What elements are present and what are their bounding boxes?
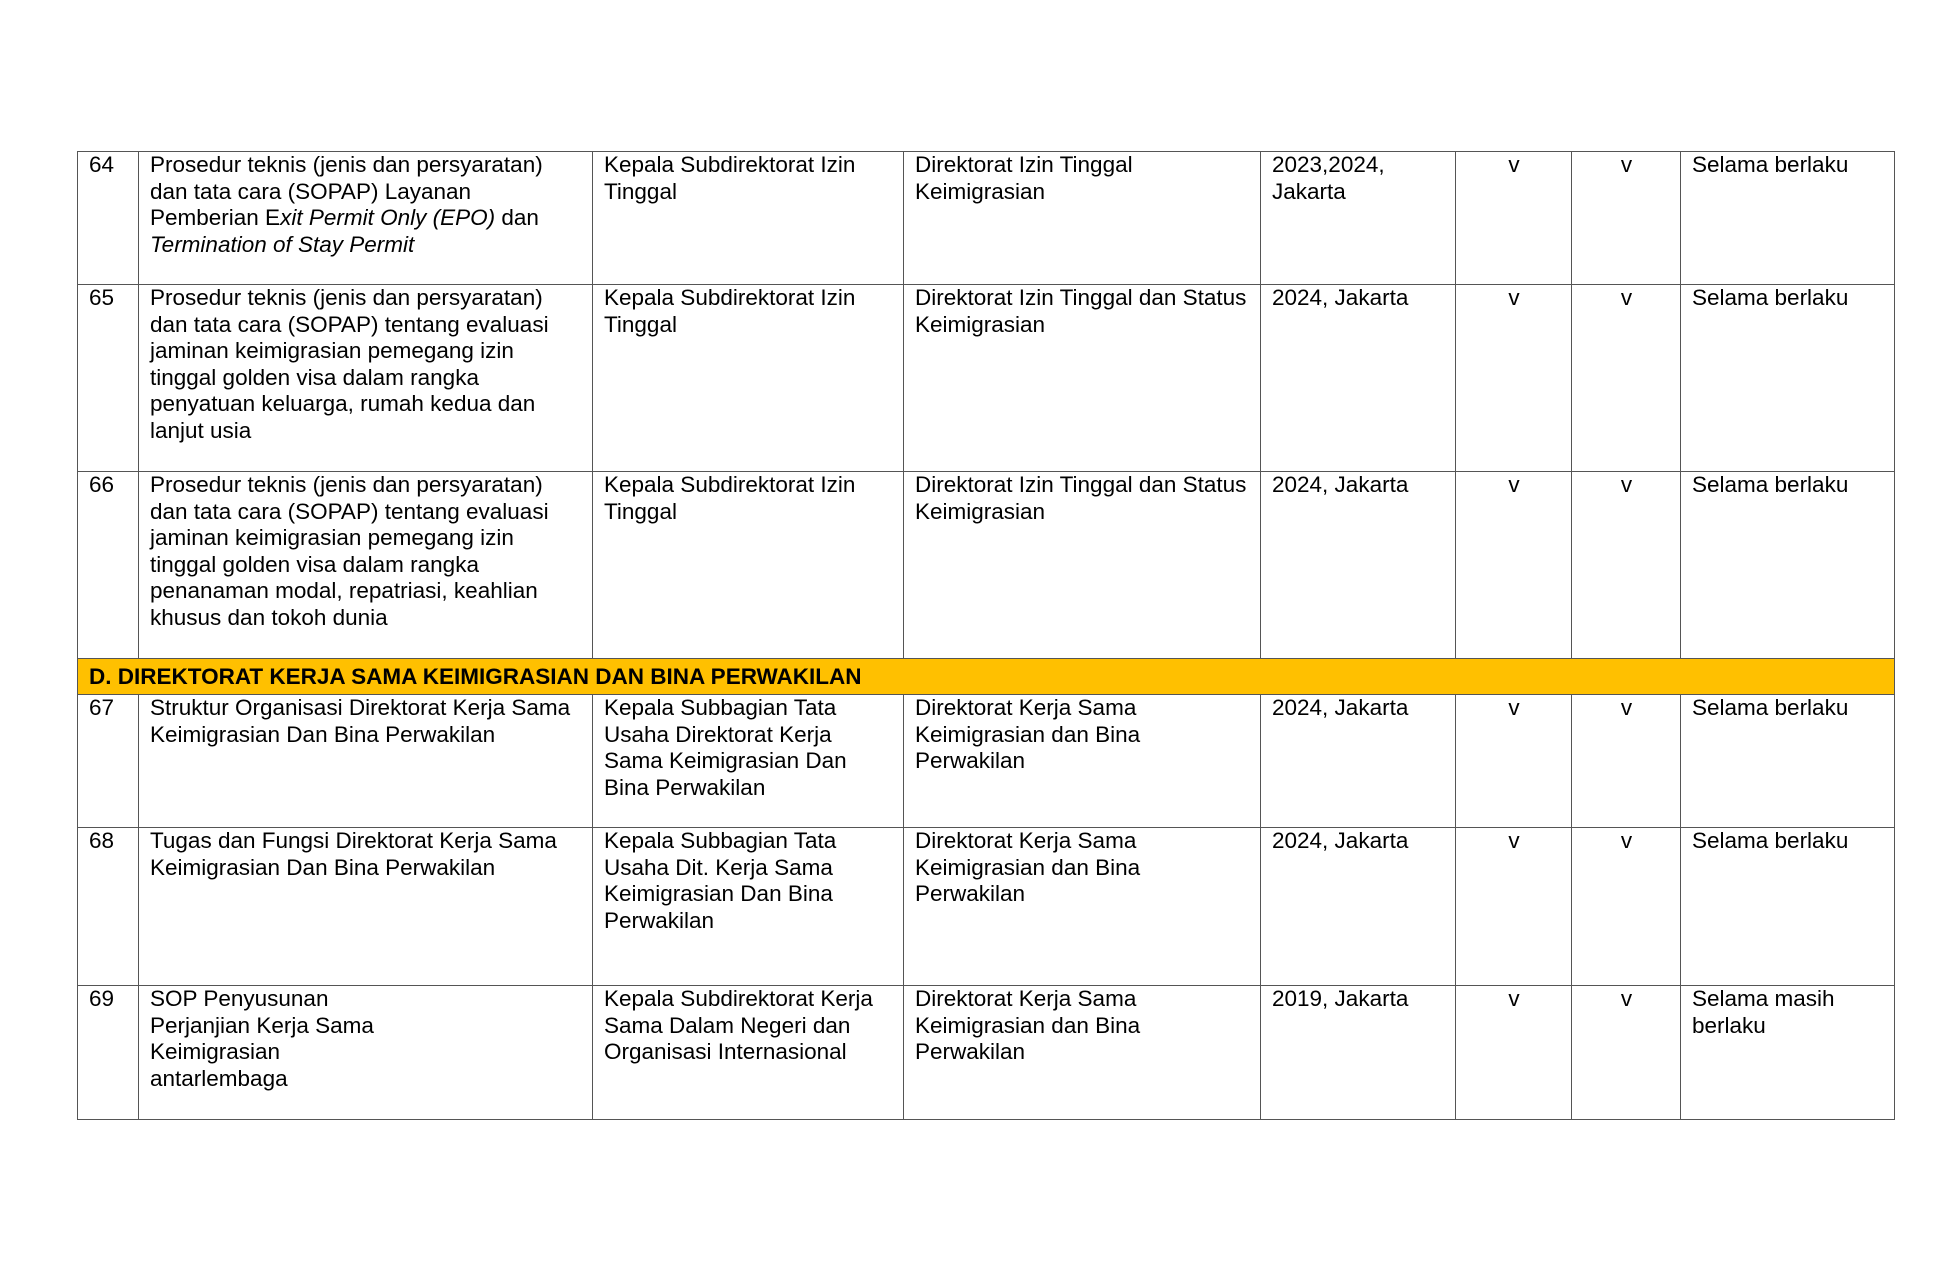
year-and-place: 2023,2024, Jakarta (1261, 152, 1456, 285)
information-list-table (77, 151, 1895, 1120)
document-title-line: Perjanjian Kerja Sama (150, 1012, 374, 1038)
responsible-official: Kepala Subdirektorat Izin Tinggal (593, 285, 904, 472)
document-title (139, 828, 593, 986)
year-and-place: 2019, Jakarta (1261, 986, 1456, 1120)
validity-period: Selama berlaku (1681, 152, 1895, 285)
document-title-fragment: Prosedur teknis (jenis dan persyaratan) dan tata cara (SOPAP) tentang evaluasi jaminan keimigrasian pemegang izin tinggal golden visa dalam rangka penyatuan keluarga, rumah kedua dan lanjut usia (150, 285, 549, 443)
responsible-official: Kepala Subbagian Tata Usaha Dit. Kerja Sama Keimigrasian Dan Bina Perwakilan (593, 828, 904, 986)
responsible-official: Kepala Subdirektorat Izin Tinggal (593, 152, 904, 285)
document-title (139, 152, 593, 285)
check-mark-1: v (1456, 152, 1572, 285)
check-mark-1: v (1456, 472, 1572, 659)
responsible-unit: Direktorat Izin Tinggal dan Status Keimigrasian (904, 285, 1261, 472)
responsible-unit: Direktorat Kerja Sama Keimigrasian dan Bina Perwakilan (904, 695, 1261, 828)
document-title-fragment: xit Permit Only (EPO) (280, 205, 496, 231)
document-title-line: Struktur Organisasi Direktorat Kerja Sama Keimigrasian Dan Bina Perwakilan (150, 695, 571, 747)
document-title (139, 472, 593, 659)
check-mark-2: v (1572, 695, 1681, 828)
validity-period: Selama berlaku (1681, 828, 1895, 986)
document-title-line: Keimigrasian (150, 1039, 281, 1065)
document-title-fragment: Termination of Stay Permit (150, 231, 415, 257)
row-number: 68 (78, 828, 139, 986)
row-number: 65 (78, 285, 139, 472)
year-and-place: 2024, Jakarta (1261, 828, 1456, 986)
document-title-fragment: dan (495, 205, 539, 231)
table-row (78, 695, 1895, 828)
table-row (78, 472, 1895, 659)
table-row (78, 828, 1895, 986)
document-title-line: SOP Penyusunan (150, 986, 329, 1011)
section-heading: D. DIREKTORAT KERJA SAMA KEIMIGRASIAN DAN BINA PERWAKILAN (78, 659, 1895, 695)
document-title (139, 986, 593, 1120)
section-heading-row (78, 659, 1895, 695)
responsible-unit: Direktorat Izin Tinggal Keimigrasian (904, 152, 1261, 285)
validity-period: Selama masih berlaku (1681, 986, 1895, 1120)
validity-period: Selama berlaku (1681, 472, 1895, 659)
row-number: 66 (78, 472, 139, 659)
document-title (139, 695, 593, 828)
check-mark-2: v (1572, 285, 1681, 472)
check-mark-2: v (1572, 828, 1681, 986)
responsible-official: Kepala Subdirektorat Kerja Sama Dalam Negeri dan Organisasi Internasional (593, 986, 904, 1120)
validity-period: Selama berlaku (1681, 285, 1895, 472)
year-and-place: 2024, Jakarta (1261, 472, 1456, 659)
table-body (78, 152, 1895, 1120)
check-mark-1: v (1456, 828, 1572, 986)
row-number: 64 (78, 152, 139, 285)
row-number: 67 (78, 695, 139, 828)
check-mark-1: v (1456, 986, 1572, 1120)
validity-period: Selama berlaku (1681, 695, 1895, 828)
responsible-unit: Direktorat Izin Tinggal dan Status Keimigrasian (904, 472, 1261, 659)
check-mark-2: v (1572, 986, 1681, 1120)
document-title (139, 285, 593, 472)
document-title-fragment: Prosedur teknis (jenis dan persyaratan) dan tata cara (SOPAP) tentang evaluasi jaminan keimigrasian pemegang izin tinggal golden visa dalam rangka penanaman modal, repatriasi, keahlian khusus dan tokoh dunia (150, 472, 549, 630)
check-mark-1: v (1456, 285, 1572, 472)
responsible-unit: Direktorat Kerja Sama Keimigrasian dan Bina Perwakilan (904, 828, 1261, 986)
table-row (78, 152, 1895, 285)
document-title-line: antarlembaga (150, 1065, 288, 1091)
table-row (78, 285, 1895, 472)
table-row (78, 986, 1895, 1120)
responsible-official: Kepala Subbagian Tata Usaha Direktorat Kerja Sama Keimigrasian Dan Bina Perwakilan (593, 695, 904, 828)
year-and-place: 2024, Jakarta (1261, 285, 1456, 472)
check-mark-2: v (1572, 472, 1681, 659)
document-title-fragment: Prosedur teknis (jenis dan persyaratan) dan tata cara (SOPAP) Layanan Pemberian E (150, 152, 543, 231)
row-number: 69 (78, 986, 139, 1120)
document-title-line: Tugas dan Fungsi Direktorat Kerja Sama Keimigrasian Dan Bina Perwakilan (150, 828, 557, 880)
responsible-unit: Direktorat Kerja Sama Keimigrasian dan Bina Perwakilan (904, 986, 1261, 1120)
check-mark-2: v (1572, 152, 1681, 285)
responsible-official: Kepala Subdirektorat Izin Tinggal (593, 472, 904, 659)
check-mark-1: v (1456, 695, 1572, 828)
year-and-place: 2024, Jakarta (1261, 695, 1456, 828)
